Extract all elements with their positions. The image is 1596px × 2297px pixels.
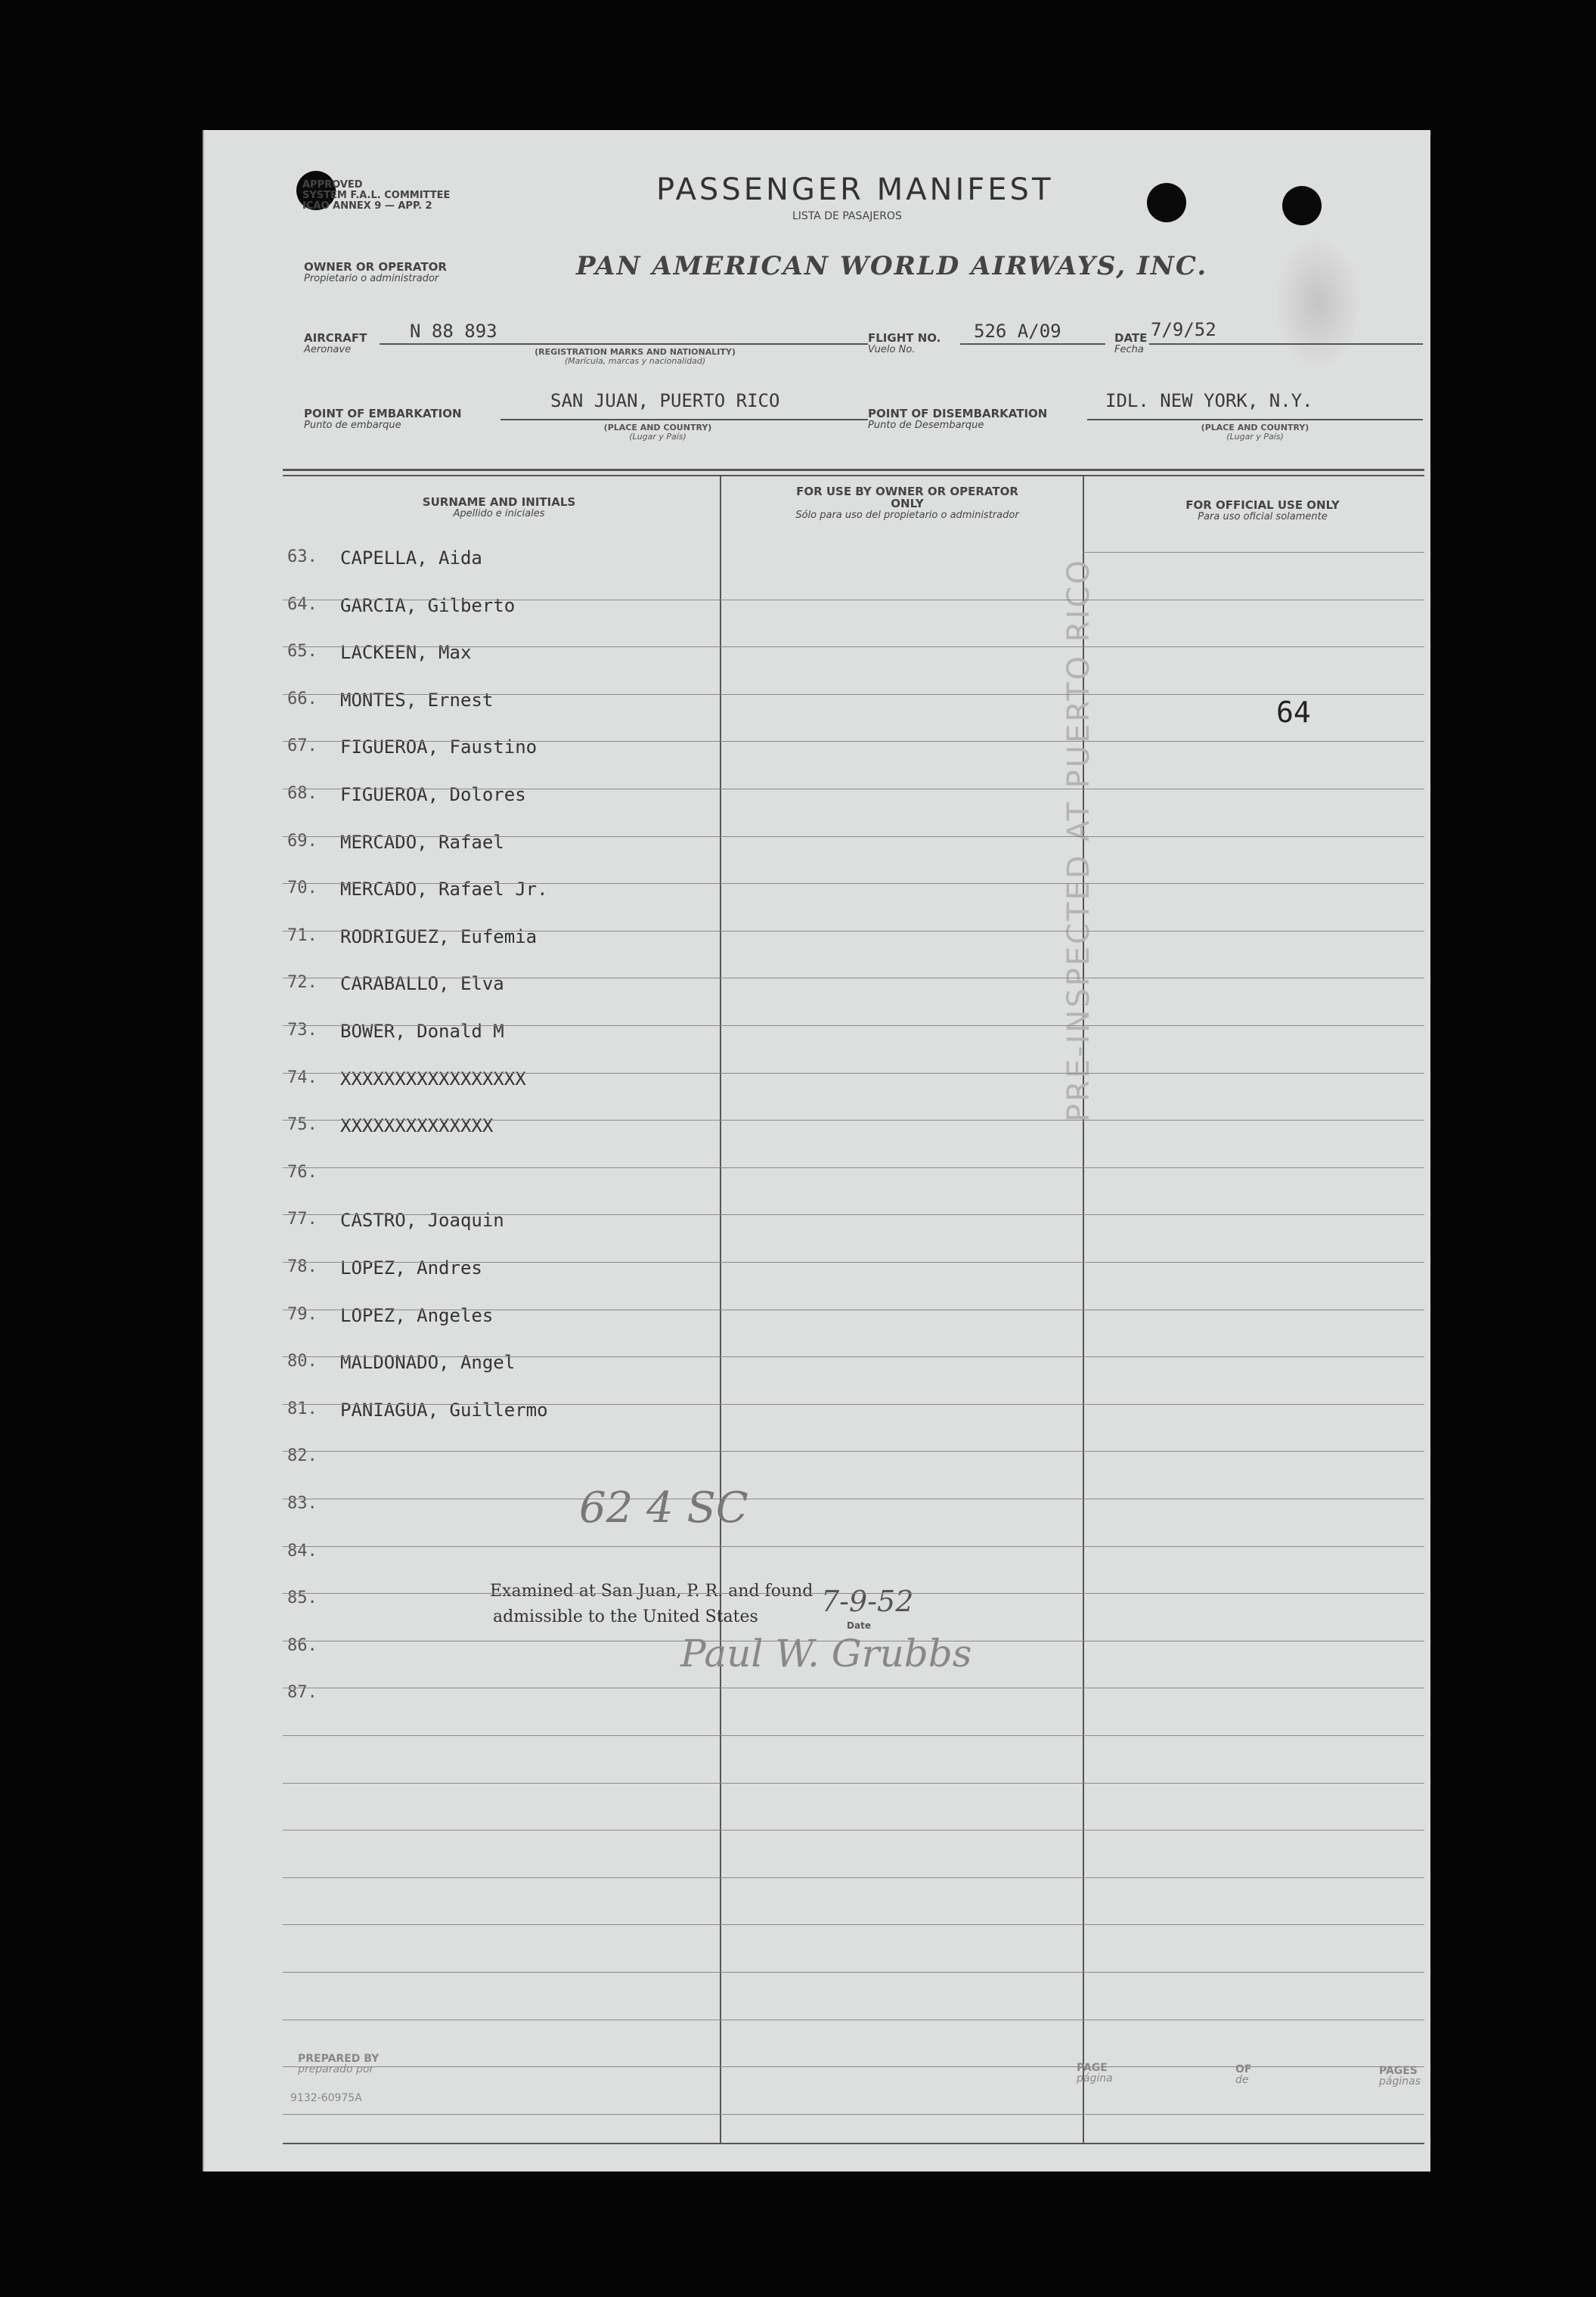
table-rule-line (283, 1451, 1424, 1452)
form-subtitle: LISTA DE PASAJEROS (792, 210, 902, 222)
passenger-name: LOPEZ, Angeles (340, 1305, 494, 1326)
table-top-line (283, 469, 1424, 471)
registration-note: (REGISTRATION MARKS AND NATIONALITY) (Marícula, marcas y nacionalidad) (535, 347, 736, 366)
row-number: 78. (287, 1257, 318, 1276)
disembark-line (1087, 419, 1423, 420)
row-number: 68. (287, 784, 318, 803)
embark-line (500, 419, 868, 420)
passenger-name: LACKEEN, Max (340, 642, 472, 663)
row-number: 85. (287, 1589, 318, 1607)
disembark-value: IDL. NEW YORK, N.Y. (1105, 390, 1313, 411)
table-rule-line (283, 1262, 1424, 1263)
flight-value: 526 A/09 (974, 321, 1061, 342)
column-header-owner-use: FOR USE BY OWNER OR OPERATOR ONLY Sólo para uso del propietario o administrador (795, 485, 1019, 521)
table-rule-line (283, 1356, 1424, 1357)
table-rule-line (283, 1877, 1424, 1878)
table-rule-line (283, 1972, 1424, 1973)
row-number: 86. (287, 1636, 318, 1655)
embark-note: (PLACE AND COUNTRY) (Lugar y País) (603, 423, 712, 442)
passenger-name: GARCIA, Gilberto (340, 595, 516, 616)
flight-line (960, 343, 1105, 345)
table-rule-line (283, 1025, 1424, 1026)
table-rule-line (283, 931, 1424, 932)
row-number: 67. (287, 736, 318, 755)
examined-date-label: Date (847, 1620, 871, 1631)
row-number: 69. (287, 832, 318, 851)
row-number: 84. (287, 1542, 318, 1561)
examined-line-2: admissible to the United States (493, 1607, 758, 1626)
preinspection-stamp: PRE-INSPECTED AT PUERTO RICO (1061, 558, 1096, 1122)
table-rule-line (283, 1546, 1424, 1547)
manifest-sheet (203, 130, 1430, 2171)
table-rule-line (283, 741, 1424, 742)
row-number: 79. (287, 1305, 318, 1324)
passenger-name: RODRIGUEZ, Eufemia (340, 926, 538, 947)
passenger-name: XXXXXXXXXXXXXXXXX (340, 1068, 526, 1090)
table-rule-line (283, 1593, 1424, 1594)
row-number: 80. (287, 1352, 318, 1371)
column-header-official-use: FOR OFFICIAL USE ONLY Para uso oficial solamente (1185, 498, 1340, 522)
passenger-name: MONTES, Ernest (340, 690, 494, 711)
disembark-note: (PLACE AND COUNTRY) (Lugar y País) (1201, 423, 1309, 442)
examined-line-1: Examined at San Juan, P. R. and found (490, 1582, 813, 1601)
passenger-name: CARABALLO, Elva (340, 973, 504, 994)
prepared-by-label: PREPARED BY preparado por (298, 2053, 380, 2075)
punch-hole-2 (1147, 183, 1186, 222)
pages-label: PAGES páginas (1379, 2065, 1421, 2088)
flight-label: FLIGHT NO. Vuelo No. (868, 331, 941, 355)
aircraft-label: AIRCRAFT Aeronave (304, 331, 367, 355)
of-label: OF de (1235, 2063, 1252, 2086)
passenger-name: MERCADO, Rafael Jr. (340, 879, 548, 900)
company-name: PAN AMERICAN WORLD AIRWAYS, INC. (576, 251, 1208, 281)
table-rule-line (283, 836, 1424, 837)
row-number: 73. (287, 1021, 318, 1040)
row-number: 72. (287, 973, 318, 992)
table-rule-line (283, 646, 1424, 647)
table-rule-line (283, 1924, 1424, 1925)
row-number: 66. (287, 690, 318, 708)
passenger-name: PANIAGUA, Guillermo (340, 1400, 548, 1421)
embark-value: SAN JUAN, PUERTO RICO (550, 390, 780, 411)
table-rule-line (283, 2114, 1424, 2115)
passenger-name: BOWER, Donald M (340, 1021, 504, 1042)
passenger-name: CAPELLA, Aida (340, 547, 482, 569)
examiner-signature: Paul W. Grubbs (680, 1632, 972, 1675)
smudge (1276, 239, 1359, 367)
passenger-name: MERCADO, Rafael (340, 832, 504, 853)
passenger-name: LOPEZ, Andres (340, 1257, 482, 1279)
page-label: PAGE página (1077, 2062, 1113, 2085)
official-count: 64 (1276, 696, 1311, 729)
row-number: 77. (287, 1210, 318, 1229)
examined-date: 7-9-52 (821, 1585, 914, 1618)
aircraft-line (380, 343, 868, 345)
form-title: PASSENGER MANIFEST (656, 172, 1054, 207)
row-number: 75. (287, 1115, 318, 1134)
punch-hole-3 (1282, 186, 1322, 225)
row-number: 83. (287, 1494, 318, 1513)
form-number: 9132-60975A (290, 2092, 362, 2104)
passenger-name: CASTRO, Joaquin (340, 1210, 504, 1231)
table-rule-line (283, 1735, 1424, 1736)
passenger-name: FIGUEROA, Dolores (340, 784, 526, 805)
owner-label: OWNER OR OPERATOR Propietario o administrador (304, 260, 447, 284)
embark-label: POINT OF EMBARKATION Punto de embarque (304, 407, 462, 431)
row-number: 65. (287, 642, 318, 661)
row-number: 70. (287, 879, 318, 897)
row-number: 74. (287, 1068, 318, 1087)
date-line (1149, 343, 1423, 345)
table-rule-line (1083, 552, 1424, 553)
column-divider-1 (720, 475, 721, 2143)
disembark-label: POINT OF DISEMBARKATION Punto de Desembarque (868, 407, 1048, 431)
table-bottom-line (283, 2143, 1424, 2144)
passenger-name: MALDONADO, Angel (340, 1352, 516, 1373)
table-rule-line (283, 1404, 1424, 1405)
table-rule-line (283, 2066, 1424, 2067)
table-rule-line (283, 1120, 1424, 1121)
table-rule-line (283, 1783, 1424, 1784)
handwritten-note: 62 4 SC (579, 1483, 748, 1533)
date-label: DATE Fecha (1114, 331, 1148, 355)
table-top-line-2 (283, 475, 1424, 476)
row-number: 71. (287, 926, 318, 945)
row-number: 64. (287, 595, 318, 614)
table-rule-line (283, 1167, 1424, 1168)
row-number: 82. (287, 1446, 318, 1465)
passenger-name: XXXXXXXXXXXXXX (340, 1115, 494, 1136)
passenger-name: FIGUEROA, Faustino (340, 736, 538, 758)
row-number: 81. (287, 1400, 318, 1418)
column-header-surname: SURNAME AND INITIALS Apellido e iniciales (422, 495, 576, 519)
table-rule-line (283, 694, 1424, 695)
row-number: 87. (287, 1683, 318, 1702)
table-rule-line (283, 1214, 1424, 1215)
row-number: 76. (287, 1163, 318, 1182)
approval-note: APPROVED SYSTEM F.A.L. COMMITTEE ICAO ANNEX 9 — APP. 2 (302, 179, 451, 212)
date-value: 7/9/52 (1151, 319, 1216, 340)
table-rule-line (283, 1073, 1424, 1074)
aircraft-value: N 88 893 (410, 321, 497, 342)
table-rule-line (283, 883, 1424, 884)
row-number: 63. (287, 547, 318, 566)
